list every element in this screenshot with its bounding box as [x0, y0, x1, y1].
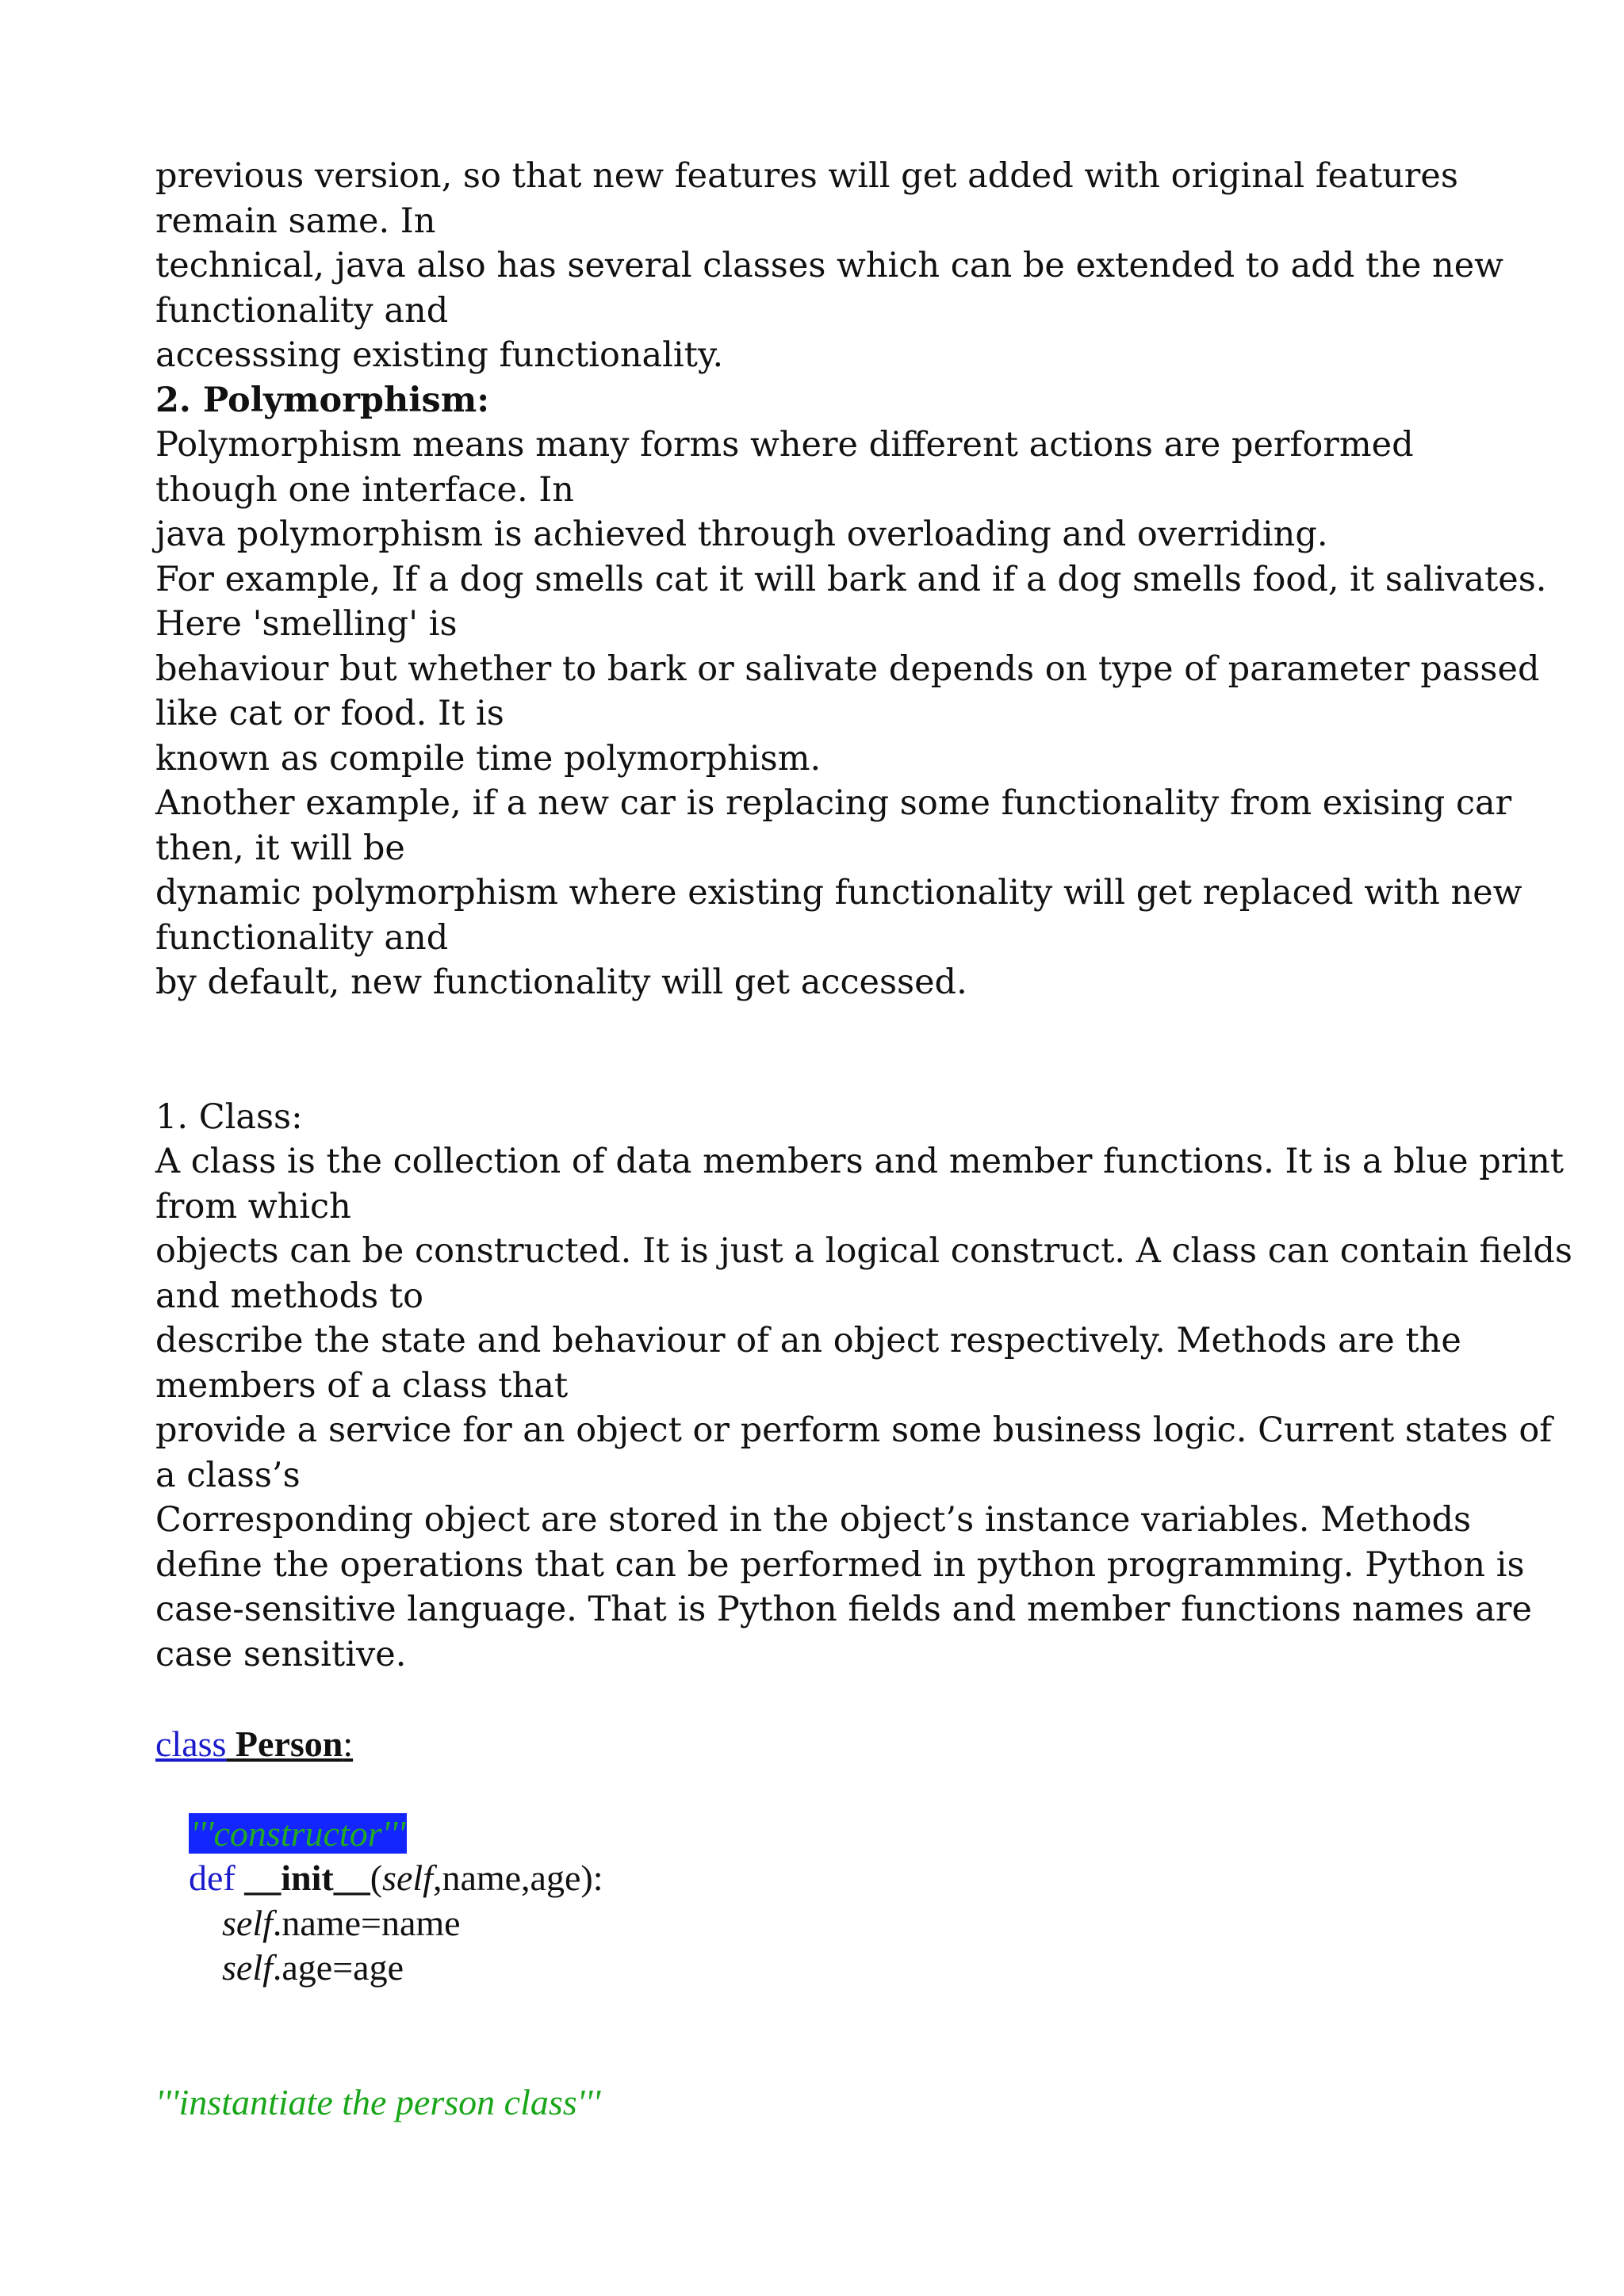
text-line: Corresponding object are stored in the object’s instance variables. Methods [155, 1500, 1472, 1540]
text-line: functionality and [155, 917, 449, 958]
heading-polymorphism: 2. Polymorphism: [155, 380, 490, 420]
self-ref: self [222, 1902, 273, 1943]
text-line: by default, new functionality will get accessed. [155, 962, 967, 1002]
text-line: previous version, so that new features will get added with original features [155, 156, 1458, 196]
docstring-constructor: '''constructor''' [190, 1812, 406, 1854]
paragraph-inheritance-continued [155, 154, 1503, 378]
text-line: describe the state and behaviour of an object respectively. Methods are the [155, 1321, 1461, 1360]
text-line: case sensitive. [155, 1634, 407, 1674]
text-line: Polymorphism means many forms where different actions are performed [155, 425, 1414, 465]
class-colon: : [343, 1723, 354, 1764]
text-line: functionality and [155, 290, 449, 331]
self-param: self [382, 1858, 433, 1898]
text-line: and methods to [155, 1276, 424, 1316]
self-ref: self [222, 1947, 273, 1988]
def-keyword: def [189, 1858, 236, 1898]
text-line: remain same. In [155, 201, 436, 241]
text-line: then, it will be [155, 828, 405, 868]
code-class-declaration [155, 1722, 1488, 1767]
text-line: dynamic polymorphism where existing functionality will get replaced with new [155, 873, 1522, 913]
text-line: technical, java also has several classes which can be extended to add the new [155, 246, 1503, 285]
text-line: case-sensitive language. That is Python fields and member functions names are [155, 1590, 1532, 1629]
text-line: Another example, if a new car is replacing some functionality from exising car [155, 783, 1512, 823]
spacer [155, 1005, 1488, 1095]
text-line: provide a service for an object or perform some business logic. Current states of [155, 1410, 1553, 1450]
text-line: Here 'smelling' is [155, 604, 458, 644]
document-body [155, 154, 1572, 2125]
init-params: ,name,age): [432, 1858, 603, 1898]
text-line: behaviour but whether to bark or salivate depends on type of parameter passed [155, 649, 1540, 689]
text-line: though one interface. In [155, 469, 574, 510]
paragraph-polymorphism [155, 423, 1547, 1005]
text-line: define the operations that can be performed in python programming. Python is [155, 1544, 1525, 1585]
text-line: from which [155, 1186, 351, 1226]
paragraph-class [155, 1139, 1572, 1677]
code-comment-instantiate: '''instantiate the person class''' [155, 2081, 601, 2122]
class-keyword-link[interactable]: class [155, 1723, 227, 1764]
text-line: java polymorphism is achieved through overloading and overriding. [155, 515, 1328, 554]
spacer [155, 1677, 1488, 1722]
code-assign-name-line [155, 1901, 1488, 1946]
text-line: like cat or food. It is [155, 694, 504, 733]
code-block [155, 1722, 1488, 2126]
code-docstring-line [155, 1812, 1488, 1857]
code-def-line [155, 1856, 1488, 1901]
class-name: Person [235, 1723, 343, 1764]
spacer [155, 1766, 1488, 1812]
init-method-name: __init__ [244, 1858, 370, 1898]
text-line: a class’s [155, 1455, 301, 1495]
assign-age: .age=age [272, 1947, 404, 1988]
text-line: A class is the collection of data members and member functions. It is a blue print [155, 1142, 1565, 1181]
init-open-paren: ( [370, 1858, 383, 1898]
text-line: objects can be constructed. It is just a logical construct. A class can contain fields [155, 1231, 1572, 1271]
text-line: accesssing existing functionality. [155, 335, 724, 375]
spacer [155, 1991, 1488, 2080]
text-line: For example, If a dog smells cat it will bark and if a dog smells food, it salivates. [155, 559, 1547, 599]
assign-name: .name=name [272, 1902, 461, 1943]
heading-class: 1. Class: [155, 1096, 303, 1137]
text-line: known as compile time polymorphism. [155, 738, 822, 779]
code-assign-age-line [155, 1946, 1488, 1991]
text-line: members of a class that [155, 1365, 569, 1406]
